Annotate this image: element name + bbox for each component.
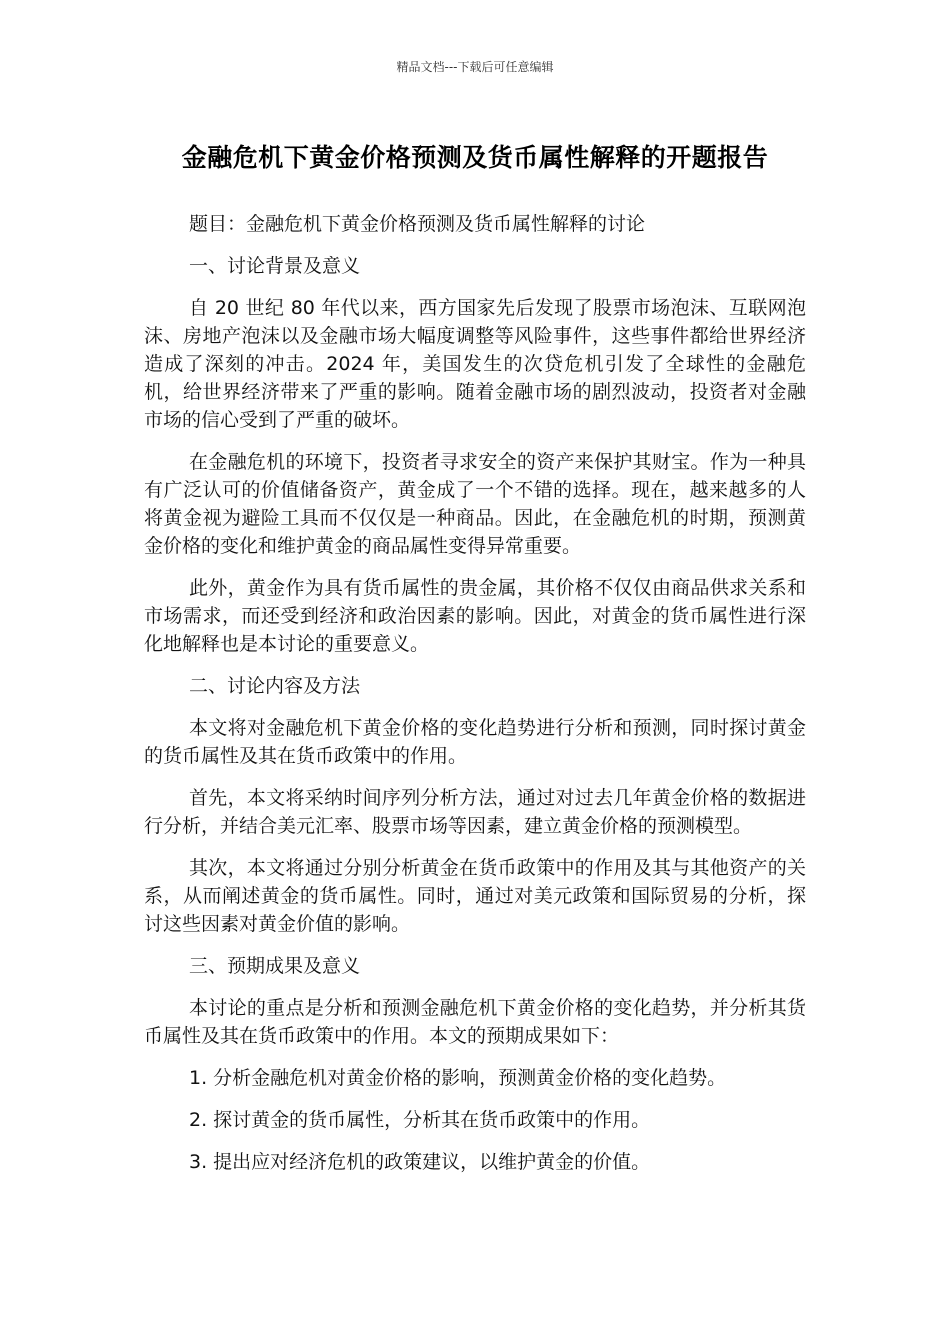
paragraph-content-2: 首先，本文将采纳时间序列分析方法，通过对过去几年黄金价格的数据进行分析，并结合美元汇率、股票市场等因素，建立黄金价格的预测模型。	[144, 787, 806, 837]
paragraph-content-3: 其次，本文将通过分别分析黄金在货币政策中的作用及其与其他资产的关系，从而阐述黄金的货币属性。同时，通过对美元政策和国际贸易的分析，探讨这些因素对黄金价值的影响。	[144, 857, 806, 935]
paragraph-background-2: 在金融危机的环境下，投资者寻求安全的资产来保护其财宝。作为一种具有广泛认可的价值储备资产，黄金成了一个不错的选择。现在，越来越多的人将黄金视为避险工具而不仅仅是一种商品。因此，在金融危机的时期，预测黄金价格的变化和维护黄金的商品属性变得异常重要。	[144, 451, 806, 557]
outcome-item-1: 1. 分析金融危机对黄金价格的影响，预测黄金价格的变化趋势。	[189, 1067, 727, 1089]
paragraph-background-3: 此外，黄金作为具有货币属性的贵金属，其价格不仅仅由商品供求关系和市场需求，而还受到经济和政治因素的影响。因此，对黄金的货币属性进行深化地解释也是本讨论的重要意义。	[144, 577, 806, 655]
header-note: 精品文档---下载后可任意编辑	[396, 60, 554, 74]
paragraph-content-1: 本文将对金融危机下黄金价格的变化趋势进行分析和预测，同时探讨黄金的货币属性及其在货币政策中的作用。	[144, 717, 806, 767]
document-title: 金融危机下黄金价格预测及货币属性解释的开题报告	[181, 143, 769, 172]
document-body	[144, 210, 806, 1190]
section-heading-content: 二、讨论内容及方法	[189, 675, 361, 697]
paragraph-outcomes-intro: 本讨论的重点是分析和预测金融危机下黄金价格的变化趋势，并分析其货币属性及其在货币政策中的作用。本文的预期成果如下：	[144, 997, 806, 1047]
section-heading-background: 一、讨论背景及意义	[189, 255, 361, 277]
outcome-item-3: 3. 提出应对经济危机的政策建议，以维护黄金的价值。	[189, 1151, 651, 1173]
topic-line: 题目：金融危机下黄金价格预测及货币属性解释的讨论	[189, 213, 646, 235]
outcome-item-2: 2. 探讨黄金的货币属性，分析其在货币政策中的作用。	[189, 1109, 651, 1131]
section-heading-outcomes: 三、预期成果及意义	[189, 955, 361, 977]
paragraph-background-1: 自 20 世纪 80 年代以来，西方国家先后发现了股票市场泡沫、互联网泡沫、房地产泡沫以及金融市场大幅度调整等风险事件，这些事件都给世界经济造成了深刻的冲击。2024 年，美国发生的次贷危机引发了全球性的金融危机，给世界经济带来了严重的影响。随着金融市场的剧烈波动，投资者对金融市场的信心受到了严重的破坏。	[144, 297, 806, 431]
